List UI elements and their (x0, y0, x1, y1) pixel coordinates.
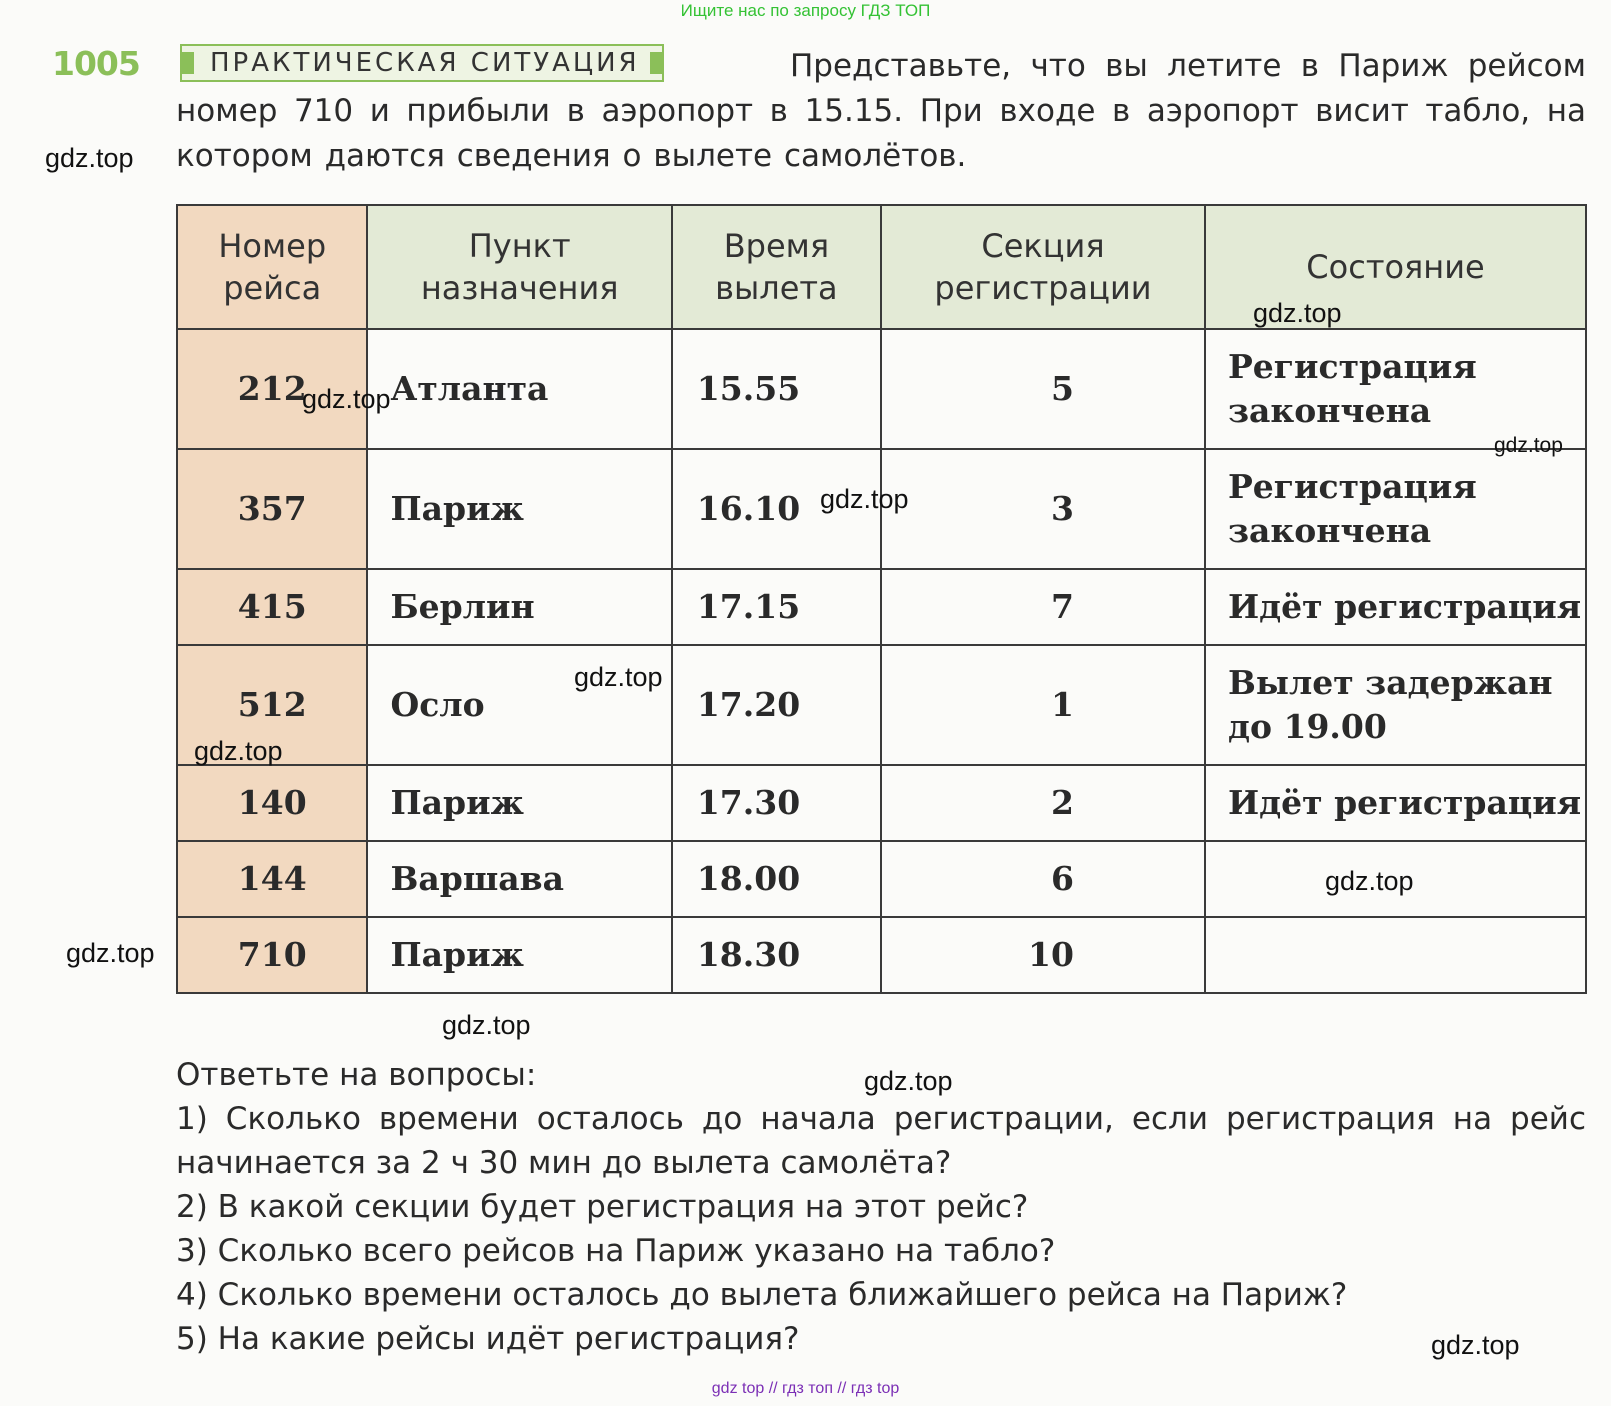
departure-time: 18.00 (672, 841, 881, 917)
section-badge: ПРАКТИЧЕСКАЯ СИТУАЦИЯ (180, 44, 664, 82)
header-destination: Пункт назначения (367, 205, 671, 329)
watermark: gdz.top (302, 384, 391, 414)
departure-time: 18.30 (672, 917, 881, 993)
checkin-section: 2 (881, 765, 1205, 841)
destination: Берлин (367, 569, 671, 645)
status: Вылет задержан до 19.00 (1205, 645, 1586, 765)
flight-number: 144 (177, 841, 367, 917)
flight-number: 357 (177, 449, 367, 569)
question-2: 2) В какой секции будет регистрация на этот рейс? (176, 1189, 1029, 1225)
questions-block (176, 1053, 1586, 1361)
departure-time: 17.15 (672, 569, 881, 645)
checkin-section: 1 (881, 645, 1205, 765)
question-4: 4) Сколько времени осталось до вылета ближайшего рейса на Париж? (176, 1277, 1348, 1313)
top-search-link[interactable]: Ищите нас по запросу ГДЗ ТОП (680, 1, 931, 20)
table-row (177, 917, 1586, 993)
table-row (177, 645, 1586, 765)
checkin-section: 7 (881, 569, 1205, 645)
status: Регистрация закончена (1205, 449, 1586, 569)
watermark: gdz.top (1253, 298, 1342, 328)
destination: Осло (367, 645, 671, 765)
watermark: gdz.top (194, 736, 283, 766)
checkin-section: 3 (881, 449, 1205, 569)
flight-number: 212 (177, 329, 367, 449)
task-number: 1005 (52, 44, 140, 83)
watermark: gdz.top (1325, 866, 1414, 896)
destination: Атланта (367, 329, 671, 449)
flight-number: 512 (177, 645, 367, 765)
flight-number: 710 (177, 917, 367, 993)
checkin-section: 5 (881, 329, 1205, 449)
status: Идёт регистрация (1205, 765, 1586, 841)
intro-text: Представьте, что вы летите в Париж рейсом номер 710 и прибыли в аэропорт в 15.15. При входе в аэропорт висит табло, на котором даются сведения о вылете самолётов. (176, 48, 1586, 174)
table-row (177, 765, 1586, 841)
watermark: gdz.top (574, 662, 663, 692)
watermark: gdz.top (1494, 434, 1563, 457)
watermark: gdz.top (45, 143, 134, 173)
departure-time: 16.10 (672, 449, 881, 569)
questions-title: Ответьте на вопросы: (176, 1057, 537, 1093)
destination: Париж (367, 449, 671, 569)
watermark: gdz.top (1431, 1330, 1520, 1360)
question-5: 5) На какие рейсы идёт регистрация? (176, 1321, 800, 1357)
watermark: gdz.top (820, 484, 909, 514)
header-flight-number: Номер рейса (177, 205, 367, 329)
status: Регистрация закончена (1205, 329, 1586, 449)
destination: Париж (367, 765, 671, 841)
flight-number: 415 (177, 569, 367, 645)
watermark: gdz.top (66, 938, 155, 968)
footer-links[interactable]: gdz top // гдз топ // гдз top (711, 1380, 900, 1397)
watermark: gdz.top (442, 1010, 531, 1040)
table-row (177, 569, 1586, 645)
departure-time: 17.30 (672, 765, 881, 841)
status: Идёт регистрация (1205, 569, 1586, 645)
header-departure-time: Время вылета (672, 205, 881, 329)
watermark: gdz.top (864, 1066, 953, 1096)
table-header-row (177, 205, 1586, 329)
status (1205, 917, 1586, 993)
header-status: Состояние (1205, 205, 1586, 329)
question-1: 1) Сколько времени осталось до начала регистрации, если регистрация на рейс начинается за 2 ч 30 мин до вылета самолёта? (176, 1101, 1586, 1181)
departure-time: 15.55 (672, 329, 881, 449)
flight-number: 140 (177, 765, 367, 841)
destination: Варшава (367, 841, 671, 917)
departure-time: 17.20 (672, 645, 881, 765)
destination: Париж (367, 917, 671, 993)
header-checkin-section: Секция регистрации (881, 205, 1205, 329)
checkin-section: 6 (881, 841, 1205, 917)
checkin-section: 10 (881, 917, 1205, 993)
question-3: 3) Сколько всего рейсов на Париж указано на табло? (176, 1233, 1056, 1269)
